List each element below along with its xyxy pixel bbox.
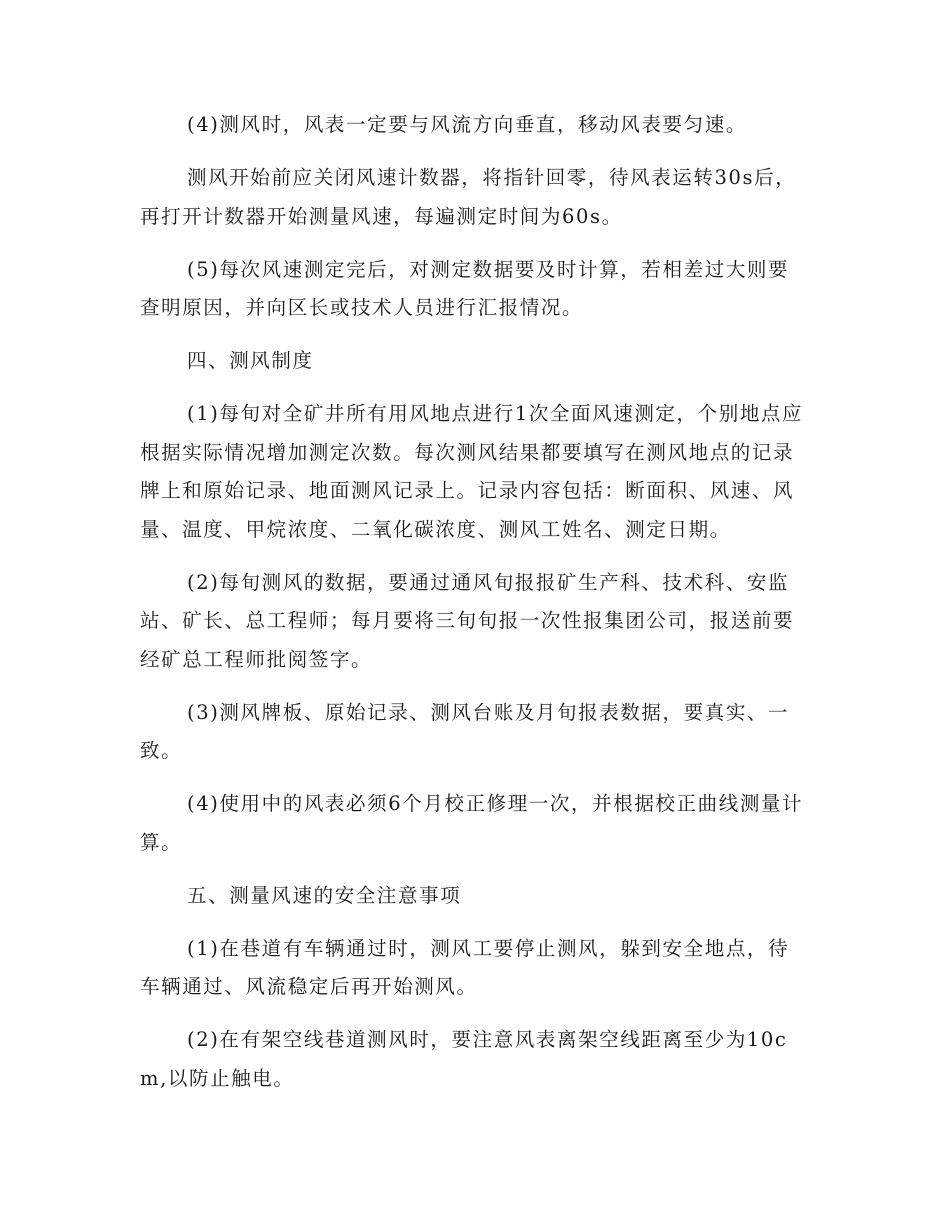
- section-heading-measurement-system: 四、测风制度: [187, 349, 314, 372]
- paragraph-calculation: (5)每次风速测定完后，对测定数据要及时计算，若相差过大则要查明原因，并向区长或技术人员进行汇报情况。: [140, 257, 790, 319]
- paragraph-report-submission: (2)每旬测风的数据，要通过通风旬报报矿生产科、技术科、安监站、矿长、总工程师；每月要将三旬旬报一次性报集团公司，报送前要经矿总工程师批阅签字。: [140, 570, 795, 671]
- paragraph-anemometer-direction: (4)测风时，风表一定要与风流方向垂直，移动风表要匀速。: [187, 113, 747, 136]
- document-body: [140, 106, 810, 1113]
- paragraph-overhead-line-safety: (2)在有架空线巷道测风时，要注意风表离架空线距离至少为10cm,以防止触电。: [140, 1028, 788, 1090]
- paragraph-counter-reset: 测风开始前应关闭风速计数器，将指针回零，待风表运转30s后，再打开计数器开始测量风速，每遍测定时间为60s。: [140, 166, 797, 228]
- paragraph-ten-day-measurement: (1)每旬对全矿井所有用风地点进行1次全面风速测定，个别地点应根据实际情况增加测定次数。每次测风结果都要填写在测风地点的记录牌上和原始记录、地面测风记录上。记录内容包括：断面积、风速、风量、温度、甲烷浓度、二氧化碳浓度、测风工姓名、测定日期。: [140, 402, 804, 541]
- section-heading-safety-notes: 五、测量风速的安全注意事项: [187, 883, 462, 907]
- paragraph-anemometer-calibration: (4)使用中的风表必须6个月校正修理一次，并根据校正曲线测量计算。: [140, 792, 804, 854]
- paragraph-vehicle-safety: (1)在巷道有车辆通过时，测风工要停止测风，躲到安全地点，待车辆通过、风流稳定后再开始测风。: [140, 936, 790, 998]
- paragraph-data-consistency: (3)测风牌板、原始记录、测风台账及月旬报表数据，要真实、一致。: [140, 700, 790, 762]
